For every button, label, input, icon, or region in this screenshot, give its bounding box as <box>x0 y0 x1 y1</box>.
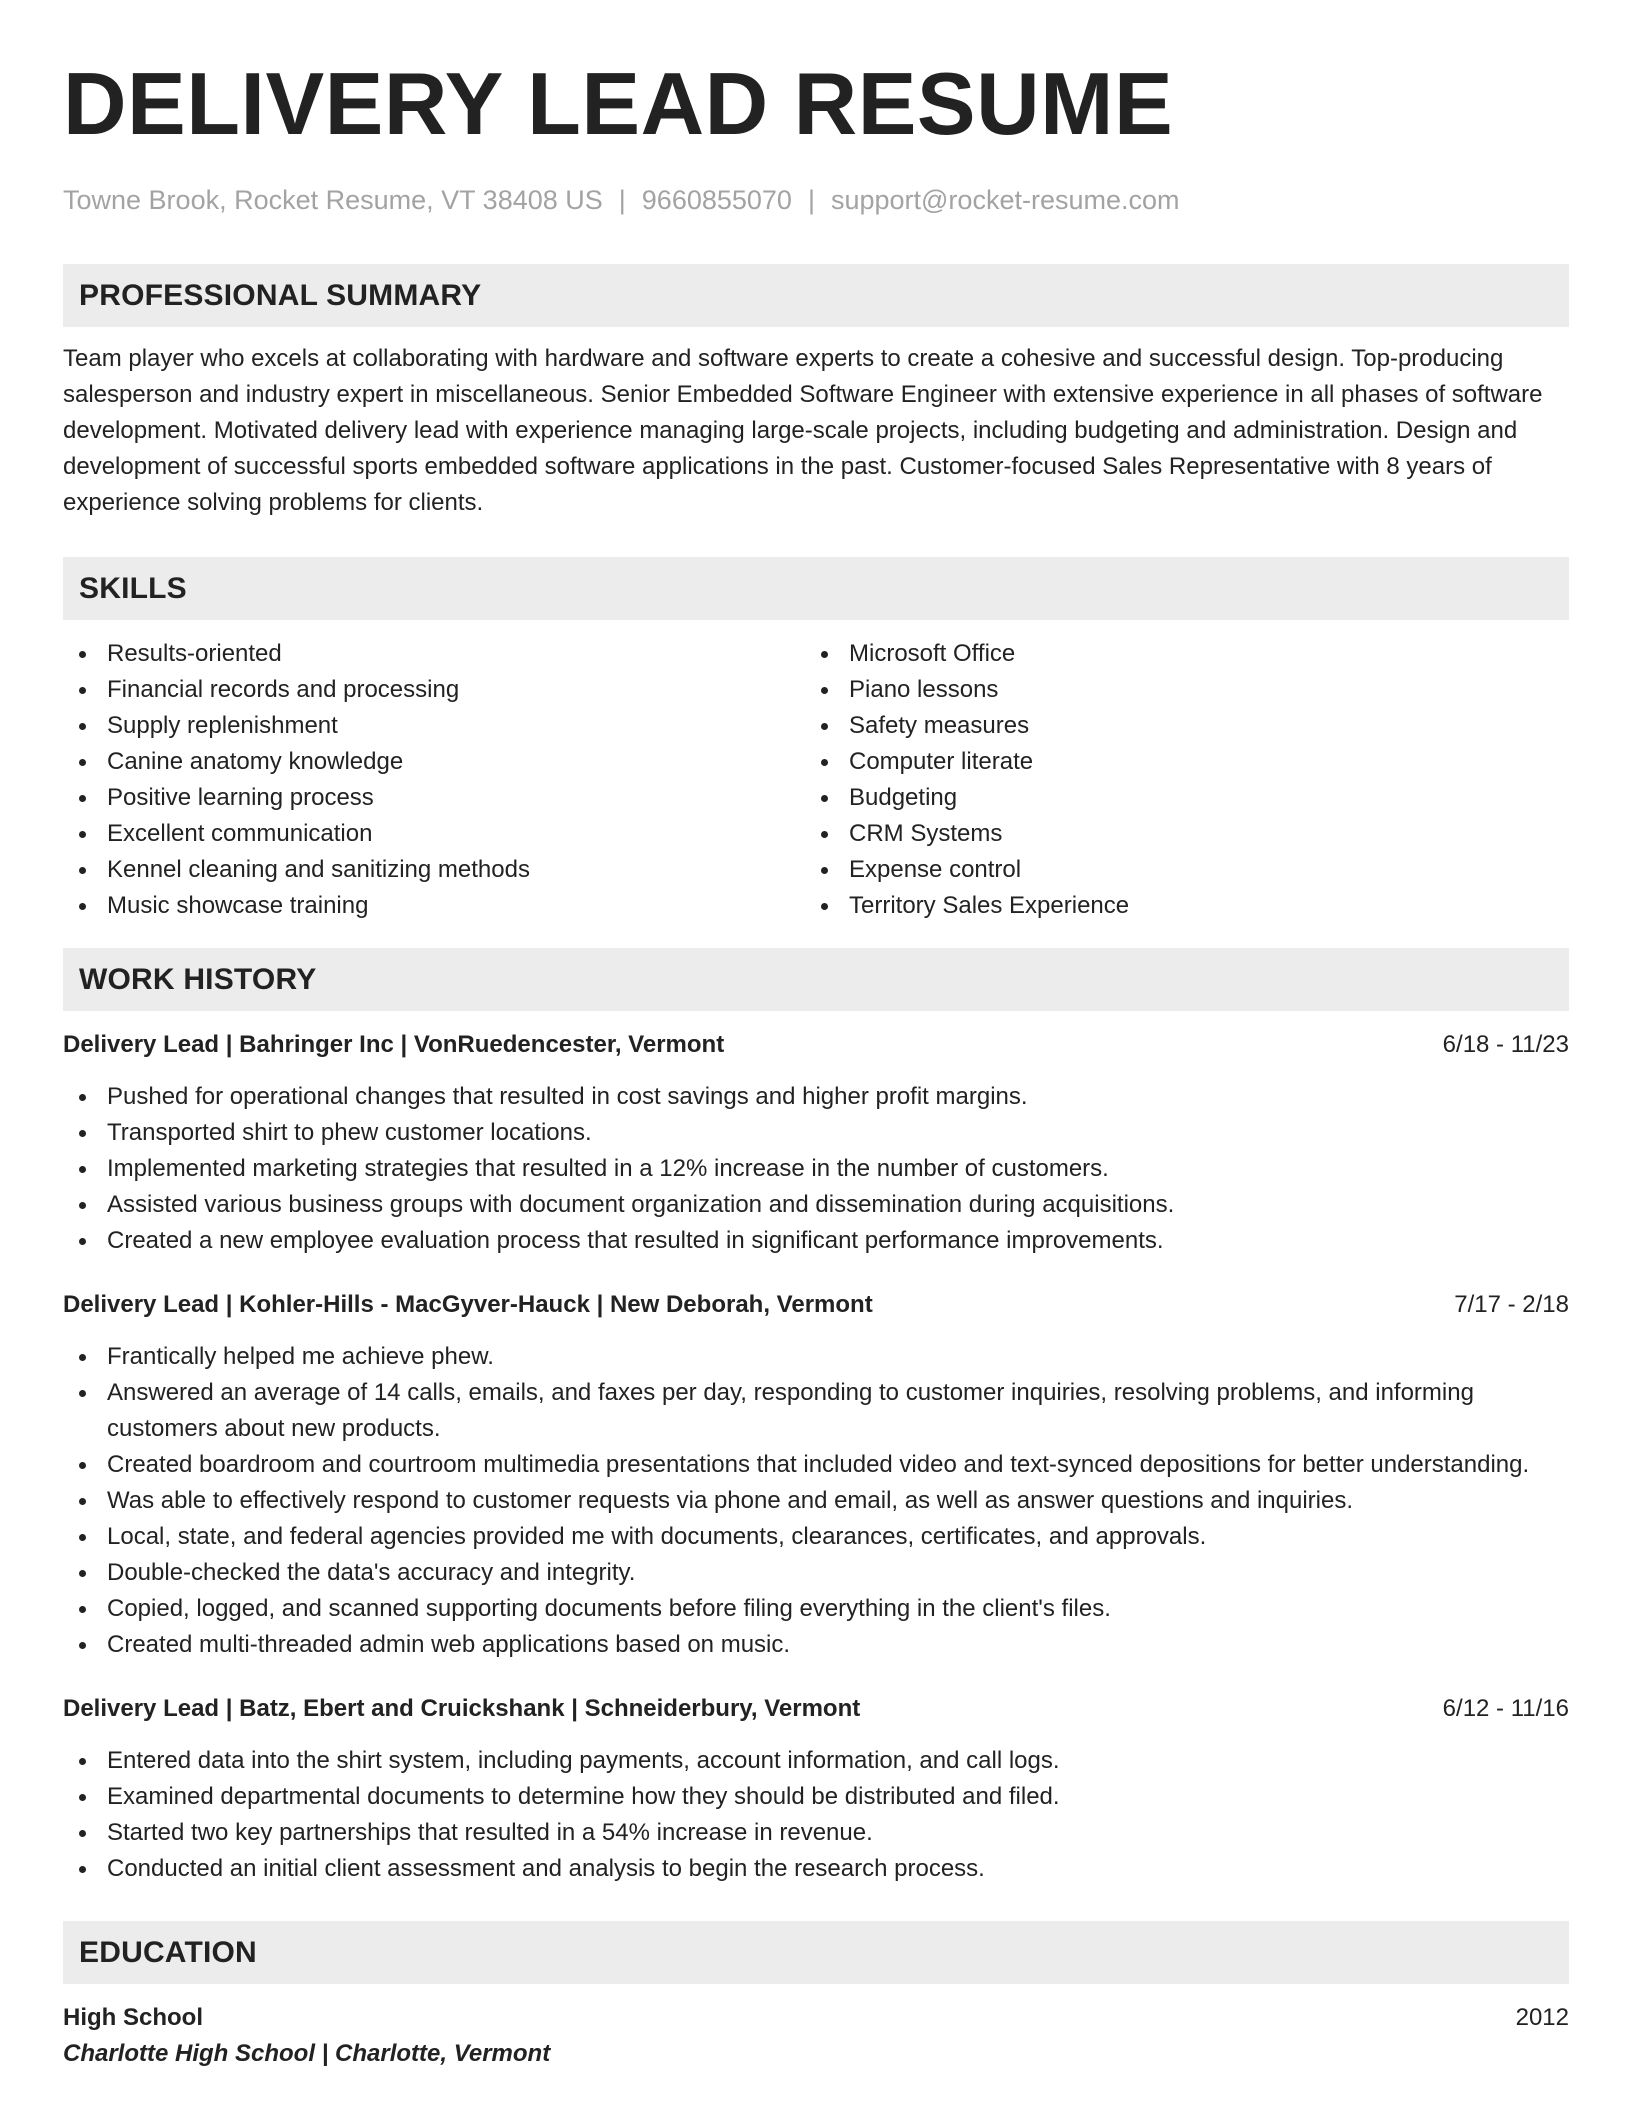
skill-item: CRM Systems <box>805 816 1547 852</box>
contact-email: support@rocket-resume.com <box>830 185 1180 215</box>
summary-heading: PROFESSIONAL SUMMARY <box>63 264 1569 327</box>
skill-item: Microsoft Office <box>805 636 1547 672</box>
job-bullet: Was able to effectively respond to customer requests via phone and email, as well as answer questions and inquiries. <box>63 1483 1569 1519</box>
job-title: Delivery Lead | Bahringer Inc | VonRuedencester, Vermont <box>63 1031 725 1058</box>
skills-column-right <box>805 636 1547 924</box>
job-bullet: Conducted an initial client assessment and analysis to begin the research process. <box>63 1851 1569 1887</box>
job-bullets <box>63 1339 1569 1663</box>
job-bullet: Created multi-threaded admin web applications based on music. <box>63 1627 1569 1663</box>
job-title: Delivery Lead | Batz, Ebert and Cruickshank | Schneiderbury, Vermont <box>63 1695 861 1722</box>
skill-item: Music showcase training <box>63 888 805 924</box>
job-entry <box>63 1691 1569 1887</box>
education-school: Charlotte High School | Charlotte, Vermont <box>63 2040 551 2067</box>
job-dates: 7/17 - 2/18 <box>1454 1291 1569 1318</box>
education-entry <box>63 2000 1569 2036</box>
job-bullet: Copied, logged, and scanned supporting documents before filing everything in the client's files. <box>63 1591 1569 1627</box>
skill-item: Computer literate <box>805 744 1547 780</box>
skill-item: Supply replenishment <box>63 708 805 744</box>
job-title: Delivery Lead | Kohler-Hills - MacGyver-Hauck | New Deborah, Vermont <box>63 1291 873 1318</box>
contact-separator: | <box>807 185 815 215</box>
job-bullet: Pushed for operational changes that resulted in cost savings and higher profit margins. <box>63 1079 1569 1115</box>
job-dates: 6/12 - 11/16 <box>1442 1695 1569 1722</box>
education-degree: High School <box>63 2004 203 2031</box>
skill-item: Financial records and processing <box>63 672 805 708</box>
job-header <box>63 1287 1569 1323</box>
job-bullet: Implemented marketing strategies that resulted in a 12% increase in the number of customers. <box>63 1151 1569 1187</box>
job-bullet: Assisted various business groups with document organization and dissemination during acquisitions. <box>63 1187 1569 1223</box>
contact-address: Towne Brook, Rocket Resume, VT 38408 US <box>63 185 603 215</box>
skill-item: Expense control <box>805 852 1547 888</box>
job-header <box>63 1027 1569 1063</box>
job-bullet: Local, state, and federal agencies provided me with documents, clearances, certificates, and approvals. <box>63 1519 1569 1555</box>
job-bullet: Answered an average of 14 calls, emails, and faxes per day, responding to customer inquiries, resolving problems, and informing customers about new products. <box>63 1375 1569 1447</box>
contact-line <box>63 184 1569 216</box>
job-header <box>63 1691 1569 1727</box>
job-bullets <box>63 1743 1569 1887</box>
job-bullet: Started two key partnerships that resulted in a 54% increase in revenue. <box>63 1815 1569 1851</box>
contact-phone: 9660855070 <box>641 185 792 215</box>
skill-item: Territory Sales Experience <box>805 888 1547 924</box>
skill-item: Canine anatomy knowledge <box>63 744 805 780</box>
job-bullet: Transported shirt to phew customer locations. <box>63 1115 1569 1151</box>
summary-text: Team player who excels at collaborating with hardware and software experts to create a cohesive and successful design. Top-producing salesperson and industry expert in miscellaneous. Senior Embedded Software Engineer with extensive experience in all phases of software development. Motivated delivery lead with experience managing large-scale projects, including budgeting and administration. Design and development of successful sports embedded software applications in the past. Customer-focused Sales Representative with 8 years of experience solving problems for clients. <box>63 345 1543 516</box>
job-entry <box>63 1287 1569 1663</box>
skill-item: Results-oriented <box>63 636 805 672</box>
job-bullet: Created a new employee evaluation process that resulted in significant performance improvements. <box>63 1223 1569 1259</box>
contact-separator: | <box>618 185 626 215</box>
job-entry <box>63 1027 1569 1259</box>
skill-item: Budgeting <box>805 780 1547 816</box>
job-bullet: Double-checked the data's accuracy and integrity. <box>63 1555 1569 1591</box>
skill-item: Positive learning process <box>63 780 805 816</box>
skill-item: Piano lessons <box>805 672 1547 708</box>
work-history-heading: WORK HISTORY <box>63 948 1569 1011</box>
job-bullets <box>63 1079 1569 1259</box>
skills-column-left <box>63 636 805 924</box>
job-dates: 6/18 - 11/23 <box>1442 1031 1569 1058</box>
resume-title: DELIVERY LEAD RESUME <box>63 54 1174 153</box>
skills-heading: SKILLS <box>63 557 1569 620</box>
education-heading: EDUCATION <box>63 1921 1569 1984</box>
job-bullet: Created boardroom and courtroom multimedia presentations that included video and text-synced depositions for better understanding. <box>63 1447 1569 1483</box>
job-bullet: Frantically helped me achieve phew. <box>63 1339 1569 1375</box>
skill-item: Safety measures <box>805 708 1547 744</box>
job-bullet: Entered data into the shirt system, including payments, account information, and call logs. <box>63 1743 1569 1779</box>
job-bullet: Examined departmental documents to determine how they should be distributed and filed. <box>63 1779 1569 1815</box>
skills-grid <box>63 636 1569 924</box>
skill-item: Kennel cleaning and sanitizing methods <box>63 852 805 888</box>
skill-item: Excellent communication <box>63 816 805 852</box>
education-year: 2012 <box>1515 2004 1569 2031</box>
